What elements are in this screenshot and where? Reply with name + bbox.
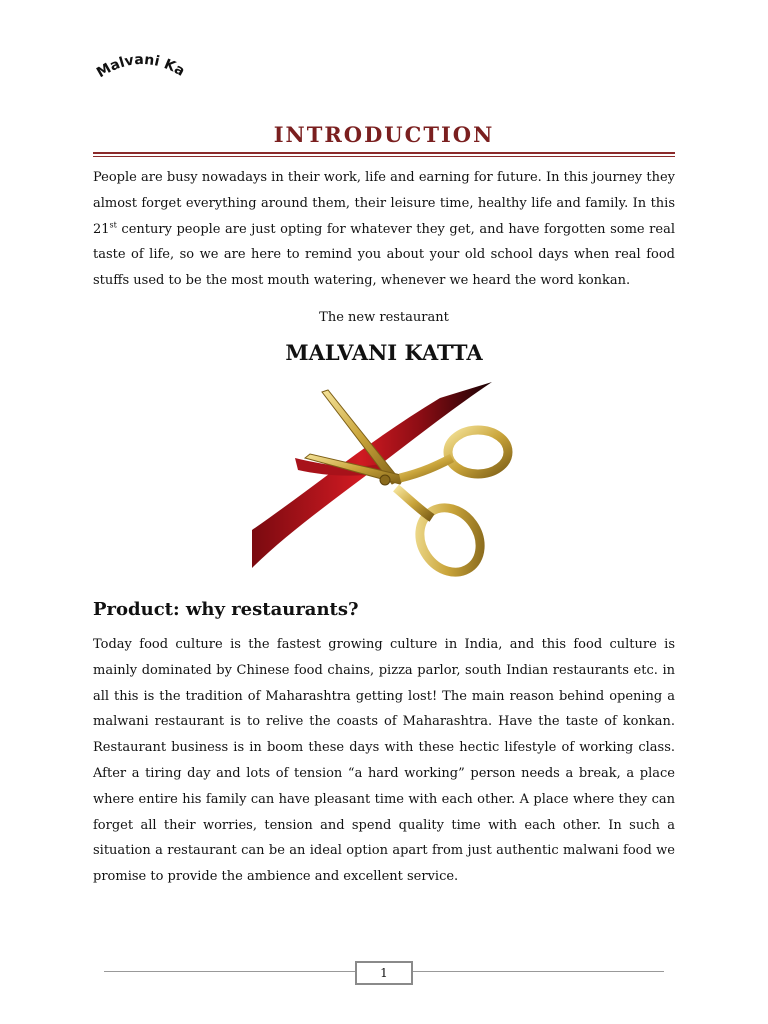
page-number: 1 [355,961,413,985]
announcement-subtitle: The new restaurant [319,310,449,325]
svg-text:Malvani Katta [92,48,187,81]
title-rule-thin [93,156,675,157]
intro-text-part1: People are busy nowadays in their work, life and earning for future. In this journey they almost forget everything around them, their leisure time, healthy life and family. In this 21 [93,170,675,237]
intro-superscript: st [109,220,117,230]
intro-text-part2: century people are just opting for whatever they get, and have forgotten some real taste of life, so we are here to remind you about your old school days when real food stuffs used to be the most mouth watering, whenever we heard the word konkan. [93,221,675,289]
logo-text: Malvani Ka [94,51,188,82]
page-title: INTRODUCTION [273,122,495,147]
ribbon-cutting-image [250,380,520,580]
scissors-ribbon-icon [250,380,520,580]
product-paragraph: Today food culture is the fastest growing culture in India, and this food culture is mainly dominated by Chinese food chains, pizza parlor, south Indian restaurants etc. in all this is the tradition of Maharashtra getting lost! The main reason behind opening a malwani restaurant is to relive the coasts of Maharashtra. Have the taste of konkan. Restaurant business is in boom these days with these hectic lifestyle of working class. After a tiring day and lots of tension “a hard working” person needs a break, a place where entire his family can have pleasant time with each other. A place where they can forget all their worries, tension and spend quality time with each other. In such a situation a restaurant can be an ideal option apart from just authentic malwani food we promise to provide the ambience and excellent service. [93,637,675,885]
restaurant-name: MALVANI KATTA [285,340,483,365]
title-rule-thick [93,152,675,154]
logo-graphic [92,48,202,98]
product-heading: Product: why restaurants? [93,599,359,620]
intro-paragraph [93,165,675,294]
logo-wordart [92,48,202,98]
